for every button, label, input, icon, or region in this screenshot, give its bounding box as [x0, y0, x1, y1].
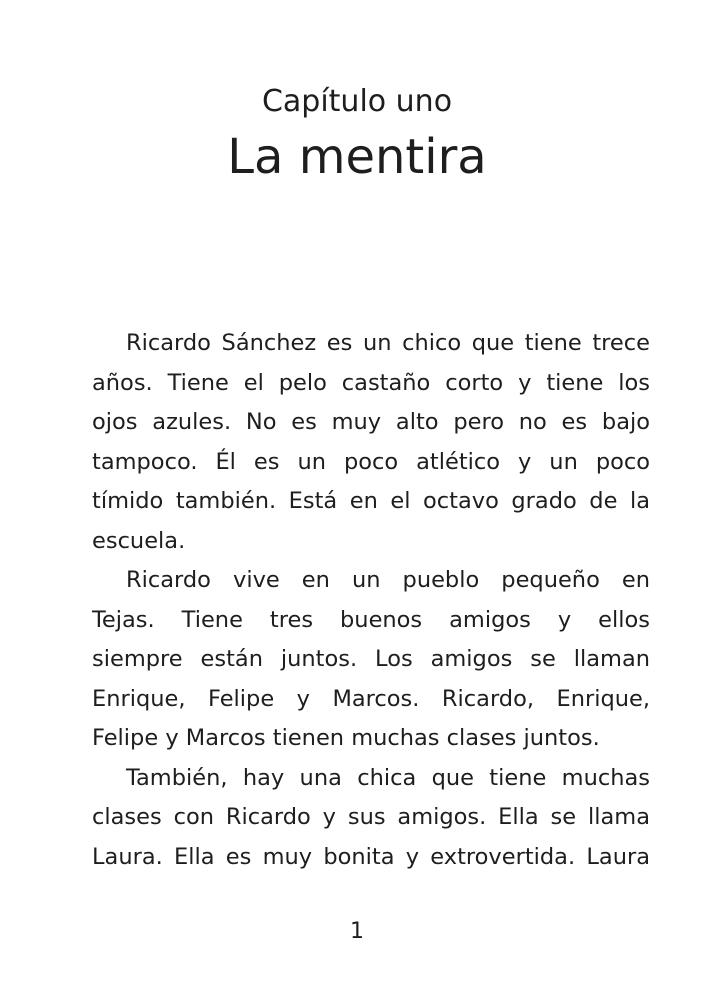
text-line: escuela. [92, 527, 186, 554]
chapter-title: La mentira [227, 129, 487, 185]
page-number: 1 [350, 919, 364, 944]
text-line: ojos azules. No es muy alto pero no es bajo [92, 409, 650, 435]
paragraph-2 [92, 561, 650, 759]
text-line: También, hay una chica que tiene muchas [126, 764, 650, 791]
text-line: Tejas. Tiene tres buenos amigos y ellos [92, 606, 650, 633]
text-line: tímido también. Está en el octavo grado de la [92, 488, 650, 514]
paragraph-3 [92, 759, 650, 878]
text-line: Enrique, Felipe y Marcos. Ricardo, Enrique, [92, 685, 650, 712]
text-line: Ricardo vive en un pueblo pequeño en [126, 567, 650, 593]
text-line: tampoco. Él es un poco atlético y un poco [92, 448, 650, 475]
text-line: clases con Ricardo y sus amigos. Ella se llama [92, 804, 650, 830]
text-line: Felipe y Marcos tienen muchas clases juntos. [92, 725, 600, 751]
text-line: años. Tiene el pelo castaño corto y tiene los [92, 369, 650, 396]
chapter-label: Capítulo uno [261, 84, 453, 119]
text-line: Ricardo Sánchez es un chico que tiene trece [126, 330, 650, 356]
text-line: Laura. Ella es muy bonita y extrovertida. Laura [92, 843, 650, 870]
paragraph-1 [92, 324, 650, 561]
text-line: siempre están juntos. Los amigos se llaman [92, 646, 650, 672]
body-text [92, 324, 650, 877]
